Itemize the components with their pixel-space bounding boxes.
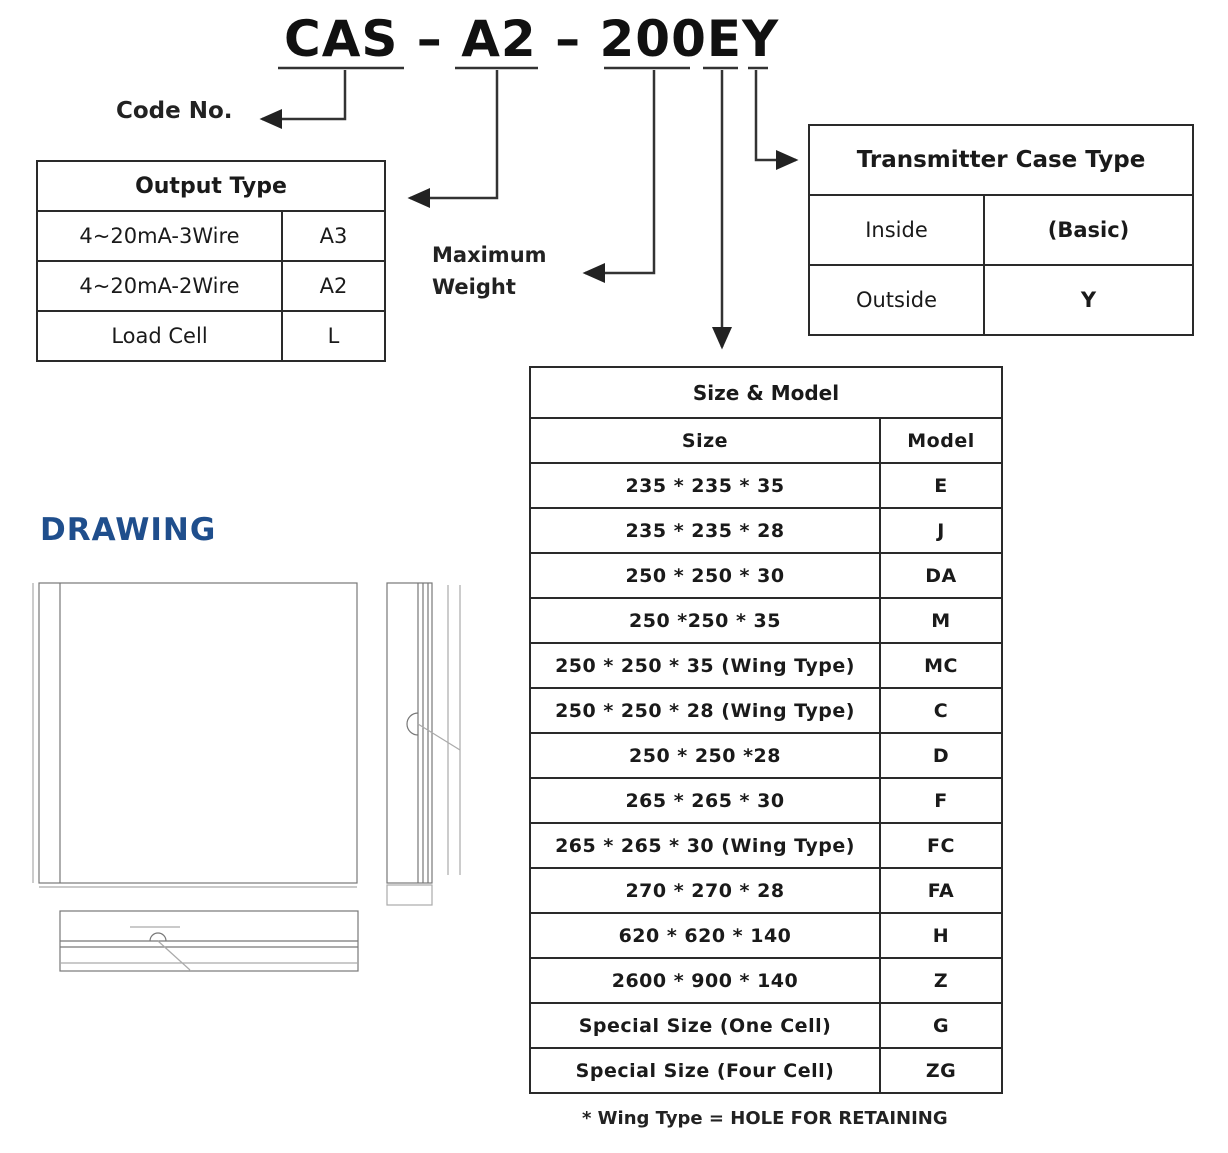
model-cell: E	[880, 463, 1002, 508]
case-code: Y	[984, 265, 1193, 335]
size-cell: 620 * 620 * 140	[530, 913, 880, 958]
drawing-bottom-view	[60, 911, 358, 971]
model-cell: H	[880, 913, 1002, 958]
table-row	[530, 508, 1002, 553]
table-row	[37, 211, 385, 261]
size-cell: 250 * 250 * 30	[530, 553, 880, 598]
output-name: 4~20mA-2Wire	[37, 261, 282, 311]
model-cell: FA	[880, 868, 1002, 913]
output-code: A2	[282, 261, 385, 311]
output-name: 4~20mA-3Wire	[37, 211, 282, 261]
transmitter-case-table	[808, 124, 1194, 336]
case-name: Outside	[809, 265, 984, 335]
arrow-output-type	[410, 70, 497, 198]
transmitter-case-header: Transmitter Case Type	[809, 125, 1193, 195]
weight-label-line1: Maximum	[432, 243, 547, 267]
case-code: (Basic)	[984, 195, 1193, 265]
model-cell: D	[880, 733, 1002, 778]
model-cell: ZG	[880, 1048, 1002, 1093]
code-no-label: Code No.	[116, 98, 233, 124]
size-cell: 250 * 250 * 35 (Wing Type)	[530, 643, 880, 688]
size-cell: 265 * 265 * 30	[530, 778, 880, 823]
output-code: A3	[282, 211, 385, 261]
table-row	[530, 1003, 1002, 1048]
size-model-table	[529, 366, 1003, 1094]
size-cell: Special Size (Four Cell)	[530, 1048, 880, 1093]
model-cell: J	[880, 508, 1002, 553]
table-row	[530, 463, 1002, 508]
drawing-heading: DRAWING	[40, 512, 217, 548]
size-cell: 2600 * 900 * 140	[530, 958, 880, 1003]
size-cell: 250 * 250 *28	[530, 733, 880, 778]
table-row	[530, 553, 1002, 598]
table-row	[530, 643, 1002, 688]
size-model-header: Size & Model	[530, 367, 1002, 418]
table-row	[809, 265, 1193, 335]
weight-label-line2: Weight	[432, 275, 516, 299]
table-row	[530, 1048, 1002, 1093]
size-cell: 250 * 250 * 28 (Wing Type)	[530, 688, 880, 733]
size-cell: 265 * 265 * 30 (Wing Type)	[530, 823, 880, 868]
model-cell: C	[880, 688, 1002, 733]
table-row	[530, 913, 1002, 958]
model-cell: F	[880, 778, 1002, 823]
table-row	[530, 688, 1002, 733]
model-cell: G	[880, 1003, 1002, 1048]
size-column-header: Size	[530, 418, 880, 463]
model-cell: FC	[880, 823, 1002, 868]
output-code: L	[282, 311, 385, 361]
size-cell: 235 * 235 * 28	[530, 508, 880, 553]
table-row	[530, 823, 1002, 868]
table-row	[530, 958, 1002, 1003]
table-row	[37, 261, 385, 311]
table-row	[37, 311, 385, 361]
output-type-header: Output Type	[37, 161, 385, 211]
model-cell: M	[880, 598, 1002, 643]
output-type-table	[36, 160, 386, 362]
size-cell: 270 * 270 * 28	[530, 868, 880, 913]
model-column-header: Model	[880, 418, 1002, 463]
size-cell: Special Size (One Cell)	[530, 1003, 880, 1048]
case-name: Inside	[809, 195, 984, 265]
size-cell: 235 * 235 * 35	[530, 463, 880, 508]
output-name: Load Cell	[37, 311, 282, 361]
arrow-code-no	[262, 70, 345, 119]
drawing-side-view	[387, 583, 460, 905]
technical-drawing	[30, 575, 470, 980]
model-cell: DA	[880, 553, 1002, 598]
arrow-case-type	[756, 70, 796, 160]
drawing-front-view	[39, 583, 357, 883]
table-row	[809, 195, 1193, 265]
model-code-title: CAS – A2 – 200EY	[284, 10, 780, 68]
size-cell: 250 *250 * 35	[530, 598, 880, 643]
model-cell: Z	[880, 958, 1002, 1003]
model-cell: MC	[880, 643, 1002, 688]
table-row	[530, 868, 1002, 913]
table-row	[530, 733, 1002, 778]
wing-type-footnote: * Wing Type = HOLE FOR RETAINING	[582, 1108, 948, 1129]
maximum-weight-label	[432, 239, 547, 303]
table-row	[530, 598, 1002, 643]
table-row	[530, 778, 1002, 823]
arrow-max-weight	[585, 70, 654, 273]
